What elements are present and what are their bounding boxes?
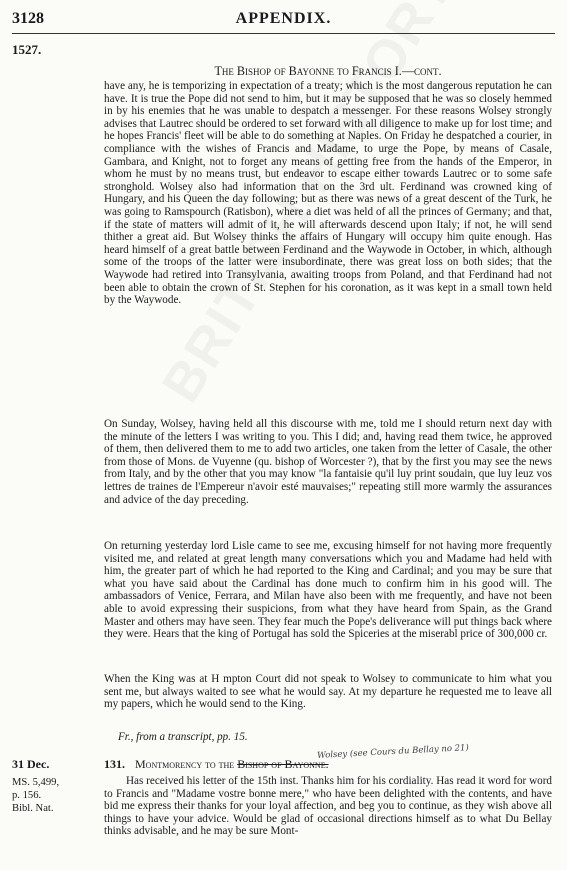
entry-heading-struck: Bishop of Bayonne. xyxy=(237,757,329,771)
margin-date: 31 Dec. xyxy=(12,757,50,771)
margin-year: 1527. xyxy=(12,42,42,57)
page-number: 3128 xyxy=(12,10,44,27)
letter-heading: The Bishop of Bayonne to Francis I.—cont. xyxy=(214,64,442,78)
running-title: APPENDIX. xyxy=(235,10,332,27)
header-rule xyxy=(12,33,555,34)
letter-paragraph-2: On Sunday, Wolsey, having held all this discourse with me, told me I should return next day with the minute of the letters I was writing to you. This I did; and, having read them twice, he approved of them, then delivered them to me to add two articles, one taken from the letter of Casale, the other from those of Mons. de Vuyenne (qu. bishop of Worcester ?), that by the first you may see the news from Italy, and by the other that you may know "la fantaisie qu'il luy print soudain, que luy leuz vos lettres de traines de l'Empereur n'avoir esté mauvaises;" repeating still more warmly the assurances and advice of the day preceding. xyxy=(104,418,552,506)
letter-paragraph-3: On returning yesterday lord Lisle came to see me, excusing himself for not having more frequently visited me, and related at great length many conversations which you and Madame had held with him, the greater part of which he had reported to the King and Cardinal; and you may be sure that what you have said about the Cardinal has done much to confirm him in his good will. The ambassadors of Venice, Ferrara, and Milan have also been with me frequently, and have not been able to avoid expressing their suspicions, from what they have heard from Spain, as the Grand Master and others may have seen. They fear much the Pope's deliverance will put things back where they were. Hears that the king of Portugal has sold the Spiceries at the miserabl price of 300,000 cr. xyxy=(104,540,552,641)
source-note: Fr., from a transcript, pp. 15. xyxy=(118,731,248,743)
entry-paragraph: Has received his letter of the 15th inst. Thanks him for his cordiality. Has read it word for word to Francis and "Madame vostre bonne mere," who have been delighted with the contents, and have bid me express their thanks for your loyal affection, and beg you to continue, as they wish above all things to have your advice. Would be glad of occasional directions himself as to what Du Bellay thinks advisable, and he may be sure Mont- xyxy=(104,775,552,838)
handwritten-annotation: Wolsey (see Cours du Bellay no 21) xyxy=(316,743,470,761)
margin-manuscript: MS. 5,499, xyxy=(12,777,60,788)
letter-paragraph-4: When the King was at H mpton Court did not speak to Wolsey to communicate to him what you sent me, but always waited to see what he would say. At my departure he requested me to leave all my papers, which he would send to the King. xyxy=(104,673,552,711)
entry-heading-text: Montmorency to the xyxy=(135,757,235,771)
margin-page-ref: p. 156. xyxy=(12,790,42,801)
letter-paragraph-1: have any, he is temporizing in expectation of a treaty; which is the most dangerous reputation he can have. It is true the Pope did not send to him, but it may be supposed that he was so closely hemmed in by his enemies that he was unable to despatch a messenger. For these reasons Wolsey strongly advises that Lautrec should be ordered to set forward with all diligence to make up for lost time; and he hopes Francis' fleet will be able to do something at Naples. On Friday he despatched a courier, in compliance with the wishes of Francis and Madame, to urge the Pope, by means of Casale, Gambara, and Knight, not to forget any means of getting free from the hands of the Emperor, in whom he must by no means trust, but endeavor to escape either towards Lautrec or to some safe stronghold. Wolsey also had information that on the 3rd ult. Ferdinand was crowned king of Hungary, and his Queen the day following; but as there was news of a great descent of the Turk, he was going to Ramspourch (Ratisbon), where a diet was held of all the princes of Germany; and that, if the state of matters will admit of it, he will afterwards descend upon Italy; if not, he will send thither a great aid. But Wolsey thinks the affairs of Hungary will occupy him quite enough. Has heard himself of a great battle between Ferdinand and the Waywode in October, in which, although some of the troops of the latter were insubordinate, there was great loss on both sides; that the Waywode had retired into Transylvania, awaiting troops from Poland, and that Ferdinand had not been able to obtain the crown of St. Stephen for his coronation, as it was kept in a small town held by the Waywode. xyxy=(104,80,552,307)
entry-number: 131. xyxy=(104,757,125,771)
margin-library: Bibl. Nat. xyxy=(12,803,54,814)
